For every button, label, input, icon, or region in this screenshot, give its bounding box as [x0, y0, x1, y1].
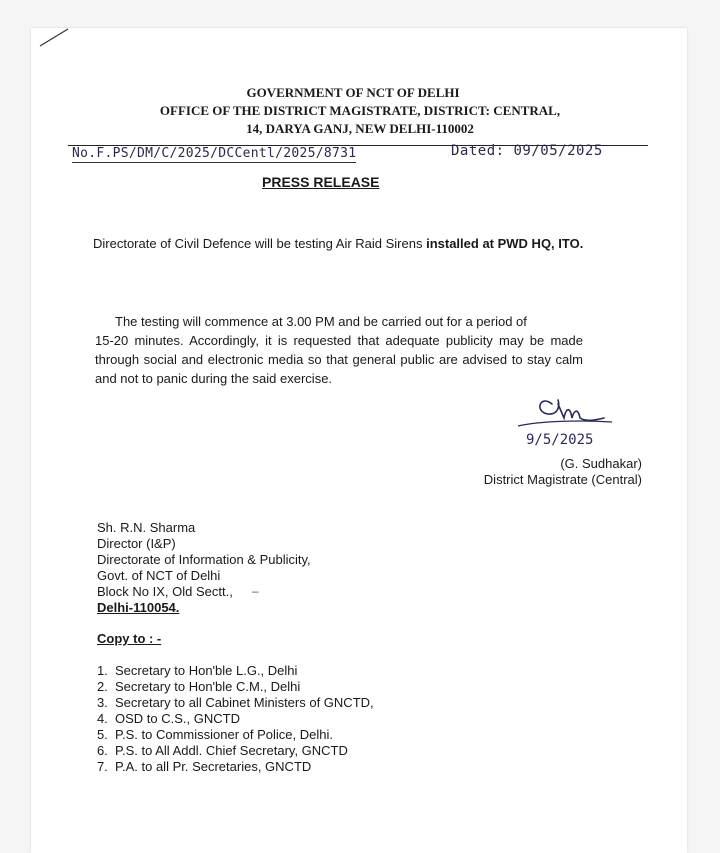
list-item: 3. Secretary to all Cabinet Ministers of GNCTD,: [97, 695, 374, 710]
copy-to-heading: Copy to : -: [97, 631, 162, 646]
page-title: PRESS RELEASE: [262, 174, 380, 190]
list-item: 4. OSD to C.S., GNCTD: [97, 711, 240, 726]
paragraph-2-rest: 15-20 minutes. Accordingly, it is requested that adequate publicity may be made through social and electronic media so that general public are advised to stay calm and not to panic during the said exercise.: [95, 333, 583, 386]
signatory-name: (G. Sudhakar): [560, 456, 642, 471]
list-item: 6. P.S. to All Addl. Chief Secretary, GNCTD: [97, 743, 348, 758]
paragraph-1-text: Directorate of Civil Defence will be testing Air Raid Sirens: [93, 236, 427, 251]
file-number: No.F.PS/DM/C/2025/DCCentl/2025/8731: [72, 146, 357, 161]
signature-date: 9/5/2025: [526, 432, 594, 446]
addressee-pin: Delhi-110054.: [97, 600, 180, 615]
list-item: 2. Secretary to Hon'ble C.M., Delhi: [97, 679, 301, 694]
addressee-line: Directorate of Information & Publicity,: [97, 552, 311, 567]
addressee-line: Govt. of NCT of Delhi: [97, 568, 221, 583]
signatory-block: [484, 456, 642, 488]
list-item: 7. P.A. to all Pr. Secretaries, GNCTD: [97, 759, 312, 774]
paragraph-1-bold: installed at PWD HQ, ITO.: [426, 236, 584, 251]
letterhead-line-2: OFFICE OF THE DISTRICT MAGISTRATE, DISTRICT: CENTRAL,: [159, 103, 561, 118]
handwritten-signature: [500, 374, 612, 446]
pen-dash-mark: –: [252, 584, 259, 598]
addressee-block: [97, 520, 311, 616]
list-item: 1. Secretary to Hon'ble L.G., Delhi: [97, 663, 298, 678]
letterhead-line-1: GOVERNMENT OF NCT OF DELHI: [246, 85, 460, 100]
paragraph-2-line-1: The testing will commence at 3.00 PM and be carried out for a period of: [115, 314, 527, 329]
signatory-designation: District Magistrate (Central): [483, 472, 642, 487]
addressee-line: Sh. R.N. Sharma: [97, 520, 196, 535]
addressee-line: Block No IX, Old Sectt.,: [97, 584, 233, 599]
letterhead: [0, 84, 720, 138]
pen-stroke-mark: [38, 26, 70, 48]
addressee-line: Director (I&P): [97, 536, 176, 551]
list-item: 5. P.S. to Commissioner of Police, Delhi.: [97, 727, 333, 742]
copy-to-list: [97, 663, 374, 775]
letterhead-line-3: 14, DARYA GANJ, NEW DELHI-110002: [246, 121, 474, 136]
dated: Dated: 09/05/2025: [451, 143, 603, 159]
paragraph-1: [93, 233, 593, 254]
